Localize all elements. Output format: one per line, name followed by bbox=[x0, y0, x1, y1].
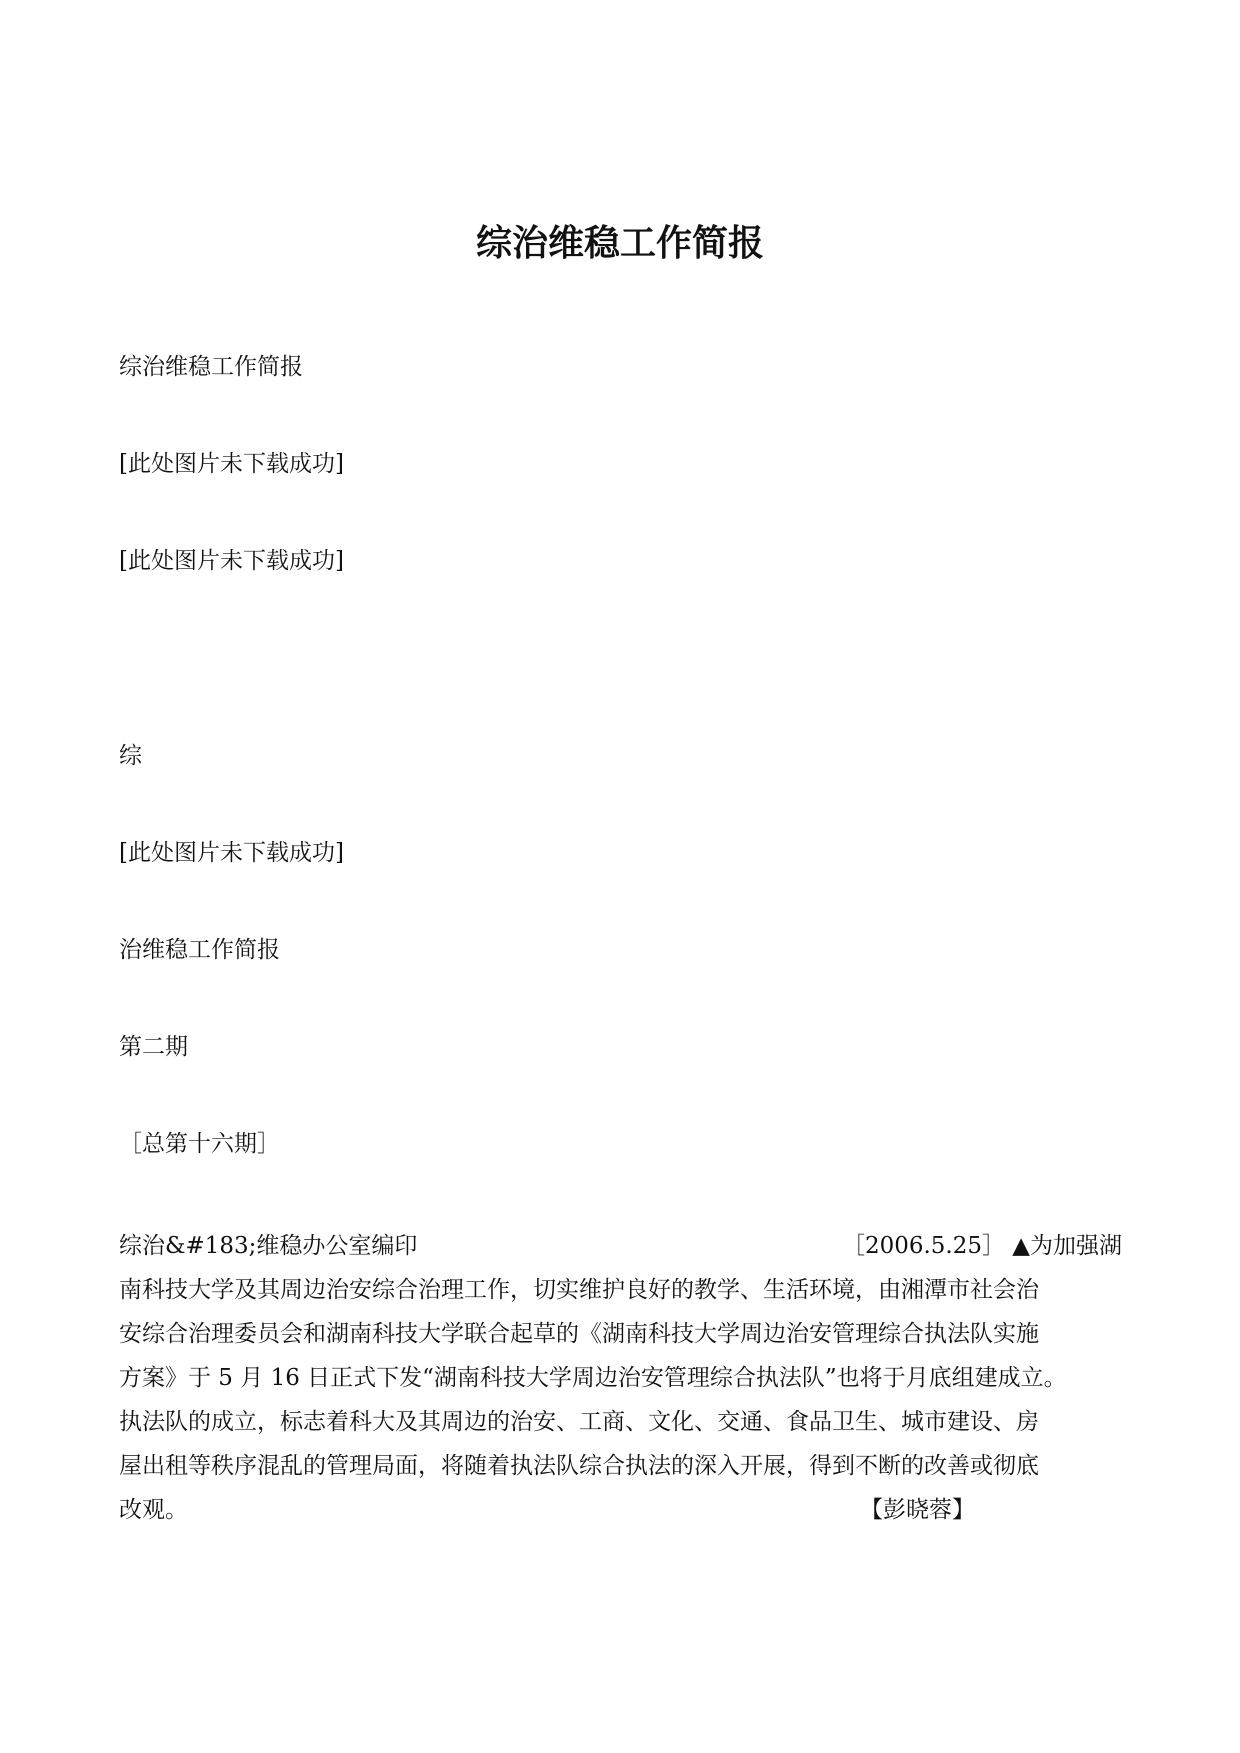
publisher-label: 综治&#183;维稳办公室编印 bbox=[119, 1233, 418, 1259]
document-title: 综治维稳工作简报 bbox=[475, 223, 764, 264]
paragraph-line: 方案》于 5 月 16 日正式下发“湖南科技大学周边治安管理综合执法队”也将于月底组建成立。 bbox=[119, 1365, 1067, 1391]
issue-number: 第二期 bbox=[119, 1034, 188, 1060]
paragraph-line: 安综合治理委员会和湖南科技大学联合起草的《湖南科技大学周边治安管理综合执法队实施 bbox=[119, 1321, 1039, 1347]
author-signature: 【彭晓蓉】 bbox=[860, 1497, 975, 1523]
news-paragraph bbox=[119, 1224, 1122, 1532]
image-placeholder: [此处图片未下载成功] bbox=[119, 451, 344, 477]
paragraph-line: 执法队的成立，标志着科大及其周边的治安、工商、文化、交通、食品卫生、城市建设、房 bbox=[119, 1409, 1039, 1435]
heading-line: 综治维稳工作简报 bbox=[119, 354, 303, 380]
image-placeholder: [此处图片未下载成功] bbox=[119, 840, 344, 866]
closing-text: 改观。 bbox=[119, 1497, 188, 1523]
paragraph-line: 南科技大学及其周边治安综合治理工作，切实维护良好的教学、生活环境，由湘潭市社会治 bbox=[119, 1277, 1039, 1303]
date-and-lead: ［2006.5.25］ ▲为加强湖 bbox=[841, 1233, 1122, 1259]
closing-line bbox=[119, 1488, 1122, 1532]
paragraph-line: 屋出租等秩序混乱的管理局面，将随着执法队综合执法的深入开展，得到不断的改善或彻底 bbox=[119, 1453, 1039, 1479]
text-line: 综 bbox=[119, 743, 142, 769]
text-line: 治维稳工作简报 bbox=[119, 937, 280, 963]
image-placeholder: [此处图片未下载成功] bbox=[119, 548, 344, 574]
total-issue-number: ［总第十六期］ bbox=[119, 1131, 280, 1157]
publisher-row bbox=[119, 1224, 1122, 1268]
